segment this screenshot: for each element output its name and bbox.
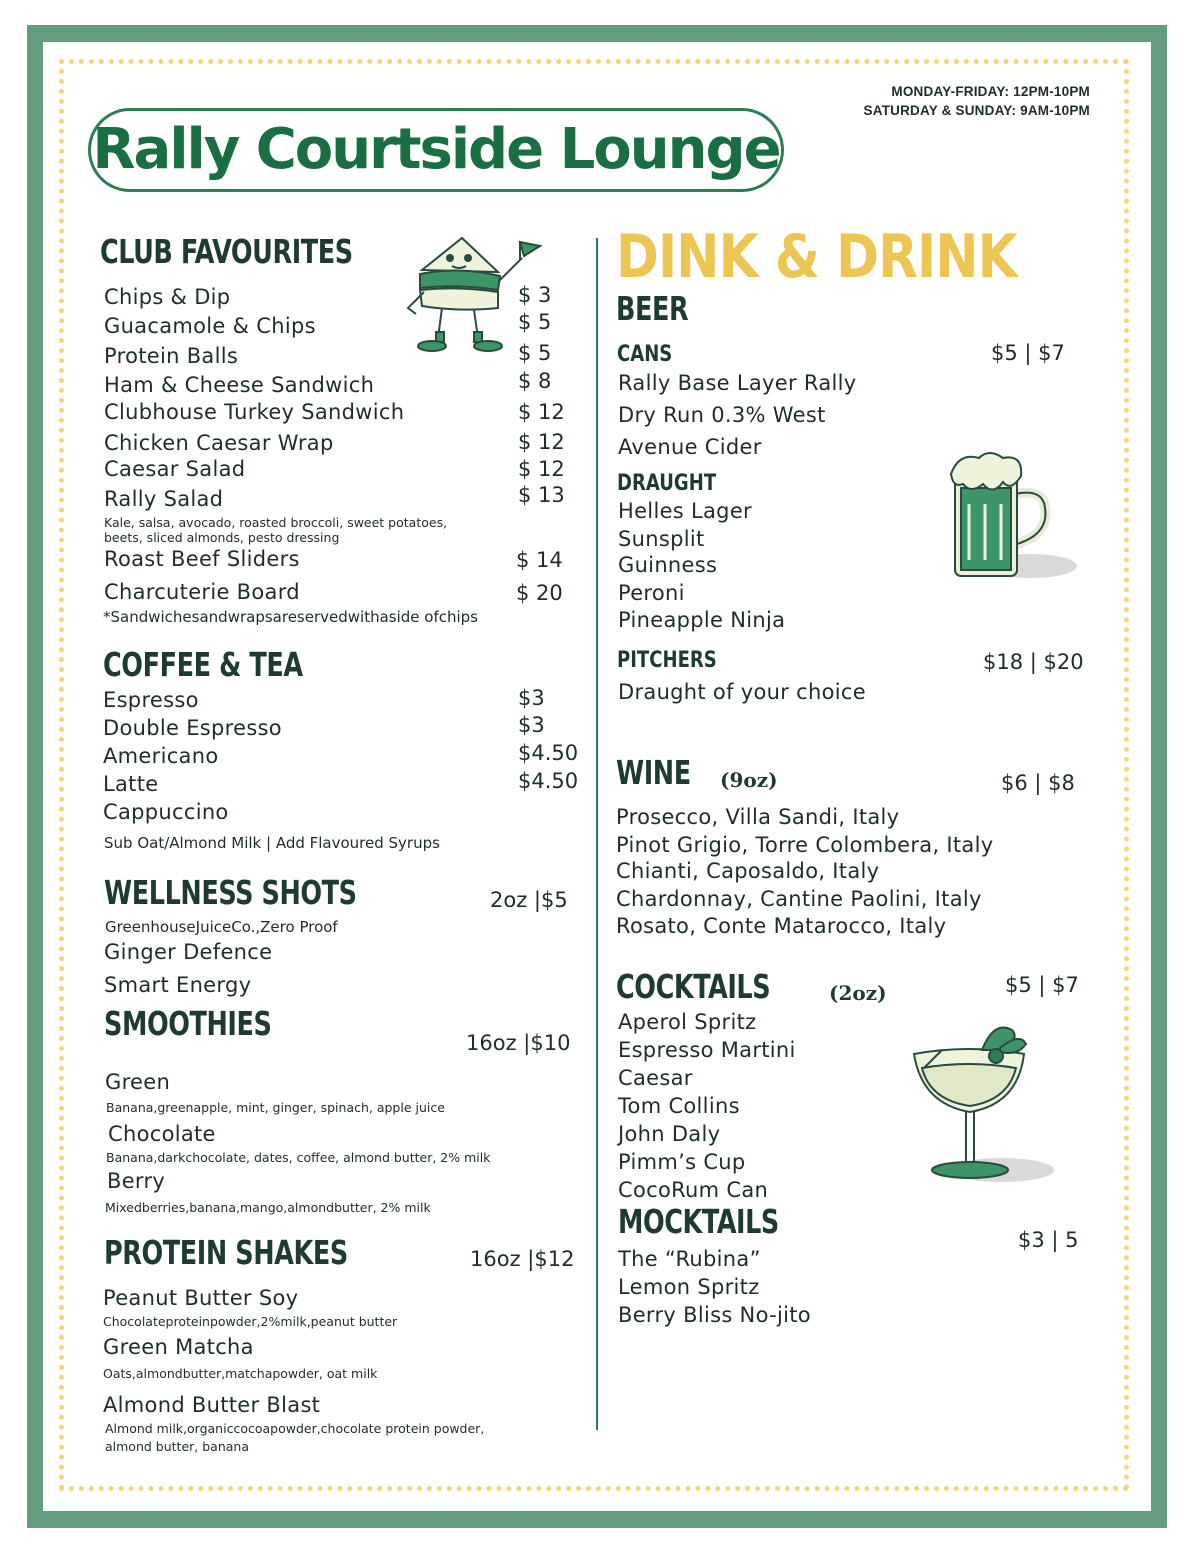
menu-item: Chardonnay, Cantine Paolini, Italy (616, 887, 982, 911)
item-description: Mixedberries,banana,mango,almondbutter, 2% milk (105, 1200, 431, 1215)
beer-mug-icon (945, 448, 1081, 584)
menu-price: $ 12 (518, 400, 565, 424)
menu-price: $4.50 (518, 769, 579, 793)
menu-item: Caesar (618, 1066, 693, 1090)
menu-item: CocoRum Can (618, 1178, 769, 1202)
draught-label: DRAUGHT (617, 471, 717, 496)
cocktails-price: $5 | $7 (1005, 973, 1079, 997)
menu-item: Berry (107, 1169, 166, 1193)
wellness-shots-heading: WELLNESS SHOTS (104, 873, 357, 912)
mocktails-price: $3 | 5 (1018, 1228, 1079, 1252)
menu-item: Guacamole & Chips (104, 314, 316, 338)
milk-syrup-note: Sub Oat/Almond Milk | Add Flavoured Syrups (104, 834, 440, 852)
wellness-shots-price: 2oz |$5 (490, 888, 568, 912)
item-description: Chocolateproteinpowder,2%milk,peanut butter (103, 1314, 398, 1329)
menu-price: $ 5 (518, 341, 552, 365)
menu-item: Protein Balls (104, 344, 239, 368)
smoothies-price: 16oz |$10 (466, 1031, 571, 1055)
menu-item: Dry Run 0.3% West (618, 403, 826, 427)
menu-price: $ 5 (518, 310, 552, 334)
menu-item: Pineapple Ninja (618, 608, 786, 632)
club-favourites-heading: CLUB FAVOURITES (100, 232, 353, 271)
protein-shakes-heading: PROTEIN SHAKES (104, 1233, 348, 1272)
menu-item: Tom Collins (618, 1094, 740, 1118)
beer-heading: BEER (616, 289, 689, 328)
menu-item: Clubhouse Turkey Sandwich (104, 400, 405, 424)
menu-item: Berry Bliss No-jito (618, 1303, 811, 1327)
menu-item: Chicken Caesar Wrap (104, 431, 334, 455)
menu-item: Pinot Grigio, Torre Colombera, Italy (616, 833, 994, 857)
pitchers-price: $18 | $20 (983, 650, 1084, 674)
menu-item: Double Espresso (103, 716, 282, 740)
column-divider (596, 238, 598, 1430)
menu-price: $3 (518, 686, 545, 710)
opening-hours (864, 82, 1090, 120)
hours-weekend: SATURDAY & SUNDAY: 9AM-10PM (863, 103, 1090, 118)
menu-price: $ 8 (518, 369, 552, 393)
menu-item: Ham & Cheese Sandwich (104, 373, 375, 397)
menu-item: Peanut Butter Soy (103, 1286, 299, 1310)
dink-drink-heading: DINK & DRINK (616, 222, 1017, 292)
footnote: *Sandwichesandwrapsareservedwithaside ofchips (103, 608, 478, 626)
menu-item: Pimm’s Cup (618, 1150, 746, 1174)
menu-price: $ 20 (516, 581, 563, 605)
mocktails-heading: MOCKTAILS (618, 1202, 779, 1241)
menu-item: Caesar Salad (104, 457, 246, 481)
item-description: beets, sliced almonds, pesto dressing (104, 530, 340, 545)
menu-item: Smart Energy (104, 973, 252, 997)
menu-item: Espresso (103, 688, 199, 712)
menu-price: $ 13 (518, 483, 565, 507)
wine-size: (9oz) (720, 768, 778, 792)
menu-item: Cappuccino (103, 800, 229, 824)
menu-item: Green (105, 1070, 171, 1094)
wellness-shots-brand: GreenhouseJuiceCo.,Zero Proof (105, 918, 338, 936)
menu-item: Draught of your choice (618, 680, 866, 704)
item-description: almond butter, banana (105, 1439, 249, 1454)
menu-item: Prosecco, Villa Sandi, Italy (616, 805, 900, 829)
hours-weekday: MONDAY-FRIDAY: 12PM-10PM (891, 84, 1090, 99)
menu-item: Rally Base Layer Rally (618, 371, 857, 395)
menu-item: John Daly (618, 1122, 721, 1146)
menu-item: Americano (103, 744, 219, 768)
menu-item: Peroni (618, 581, 685, 605)
smoothies-heading: SMOOTHIES (104, 1004, 272, 1043)
item-description: Kale, salsa, avocado, roasted broccoli, sweet potatoes, (104, 515, 448, 530)
menu-item: Rally Salad (104, 487, 224, 511)
wine-heading: WINE (616, 753, 691, 792)
menu-price: $3 (518, 713, 545, 737)
item-description: Banana,darkchocolate, dates, coffee, almond butter, 2% milk (106, 1150, 491, 1165)
menu-item: Roast Beef Sliders (104, 547, 300, 571)
cocktail-glass-icon (908, 1020, 1058, 1196)
menu-item: Ginger Defence (104, 940, 273, 964)
menu-item: Avenue Cider (618, 435, 762, 459)
menu-item: Almond Butter Blast (103, 1393, 321, 1417)
menu-price: $4.50 (518, 741, 579, 765)
cocktails-heading: COCKTAILS (616, 967, 771, 1006)
menu-price: $ 3 (518, 283, 552, 307)
menu-item: Charcuterie Board (104, 580, 300, 604)
menu-price: $ 12 (518, 430, 565, 454)
menu-item: Helles Lager (618, 499, 752, 523)
item-description: Banana,greenapple, mint, ginger, spinach, apple juice (106, 1100, 445, 1115)
menu-price: $ 14 (516, 548, 563, 572)
menu-item: Green Matcha (103, 1335, 254, 1359)
cans-label: CANS (617, 342, 673, 367)
cocktails-size: (2oz) (829, 981, 887, 1005)
menu-item: Chips & Dip (104, 285, 231, 309)
title-pill (88, 108, 784, 192)
item-description: Almond milk,organiccocoapowder,chocolate protein powder, (105, 1421, 485, 1436)
coffee-tea-heading: COFFEE & TEA (103, 645, 303, 684)
page-title: Rally Courtside Lounge (92, 117, 780, 182)
wine-price: $6 | $8 (1001, 771, 1075, 795)
menu-item: Chocolate (108, 1122, 216, 1146)
protein-shakes-price: 16oz |$12 (470, 1247, 575, 1271)
cans-price: $5 | $7 (991, 341, 1065, 365)
menu-item: Sunsplit (618, 527, 705, 551)
item-description: Oats,almondbutter,matchapowder, oat milk (103, 1366, 378, 1381)
pitchers-label: PITCHERS (617, 648, 717, 673)
menu-item: Lemon Spritz (618, 1275, 760, 1299)
menu-price: $ 12 (518, 457, 565, 481)
menu-item: Rosato, Conte Matarocco, Italy (616, 914, 947, 938)
menu-item: Guinness (618, 553, 718, 577)
menu-item: Espresso Martini (618, 1038, 796, 1062)
menu-item: Chianti, Caposaldo, Italy (616, 859, 880, 883)
menu-item: Aperol Spritz (618, 1010, 757, 1034)
menu-item: Latte (103, 772, 159, 796)
menu-item: The “Rubina” (618, 1247, 761, 1271)
